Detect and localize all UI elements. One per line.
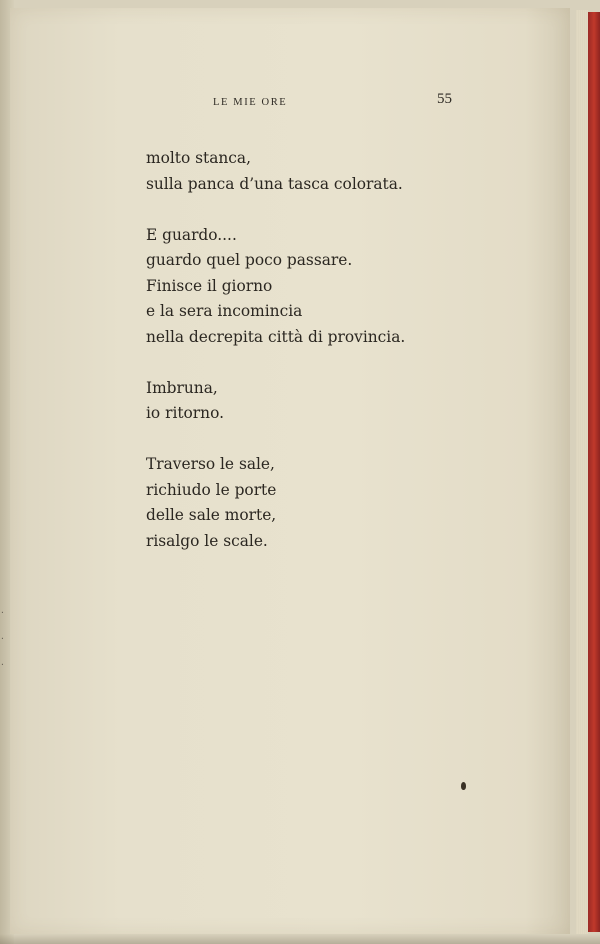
poem-line: Traverso le sale,	[146, 455, 275, 473]
running-title: LE MIE ORE	[213, 97, 288, 108]
margin-marks	[0, 600, 12, 678]
poem-line: guardo quel poco passare.	[146, 251, 353, 269]
page-number: 55	[437, 91, 452, 107]
red-cover-edge	[588, 12, 600, 932]
stanza	[146, 452, 546, 554]
poem-line: risalgo le scale.	[146, 531, 268, 550]
stanza	[146, 146, 546, 197]
poem-line: Imbruna,	[146, 378, 218, 397]
poem-text	[146, 146, 546, 580]
ink-spot	[461, 782, 466, 790]
stanza	[146, 223, 546, 351]
stanza	[146, 376, 546, 427]
margin-mark: ·	[0, 660, 5, 669]
poem-line: E guardo....	[146, 225, 237, 244]
margin-mark: ·	[0, 608, 5, 617]
poem-line: e la sera incomincia	[146, 302, 303, 320]
poem-line: io ritorno.	[146, 404, 224, 422]
margin-mark: ·	[0, 634, 5, 643]
poem-line: Finisce il giorno	[146, 276, 273, 295]
bottom-shadow	[0, 934, 600, 944]
poem-line: nella decrepita città di provincia.	[146, 327, 406, 346]
poem-line: sulla panca d’una tasca colorata.	[146, 174, 403, 193]
poem-line: molto stanca,	[146, 149, 251, 167]
poem-line: richiudo le porte	[146, 480, 277, 499]
page-block-edges	[576, 10, 588, 934]
poem-line: delle sale morte,	[146, 506, 277, 524]
